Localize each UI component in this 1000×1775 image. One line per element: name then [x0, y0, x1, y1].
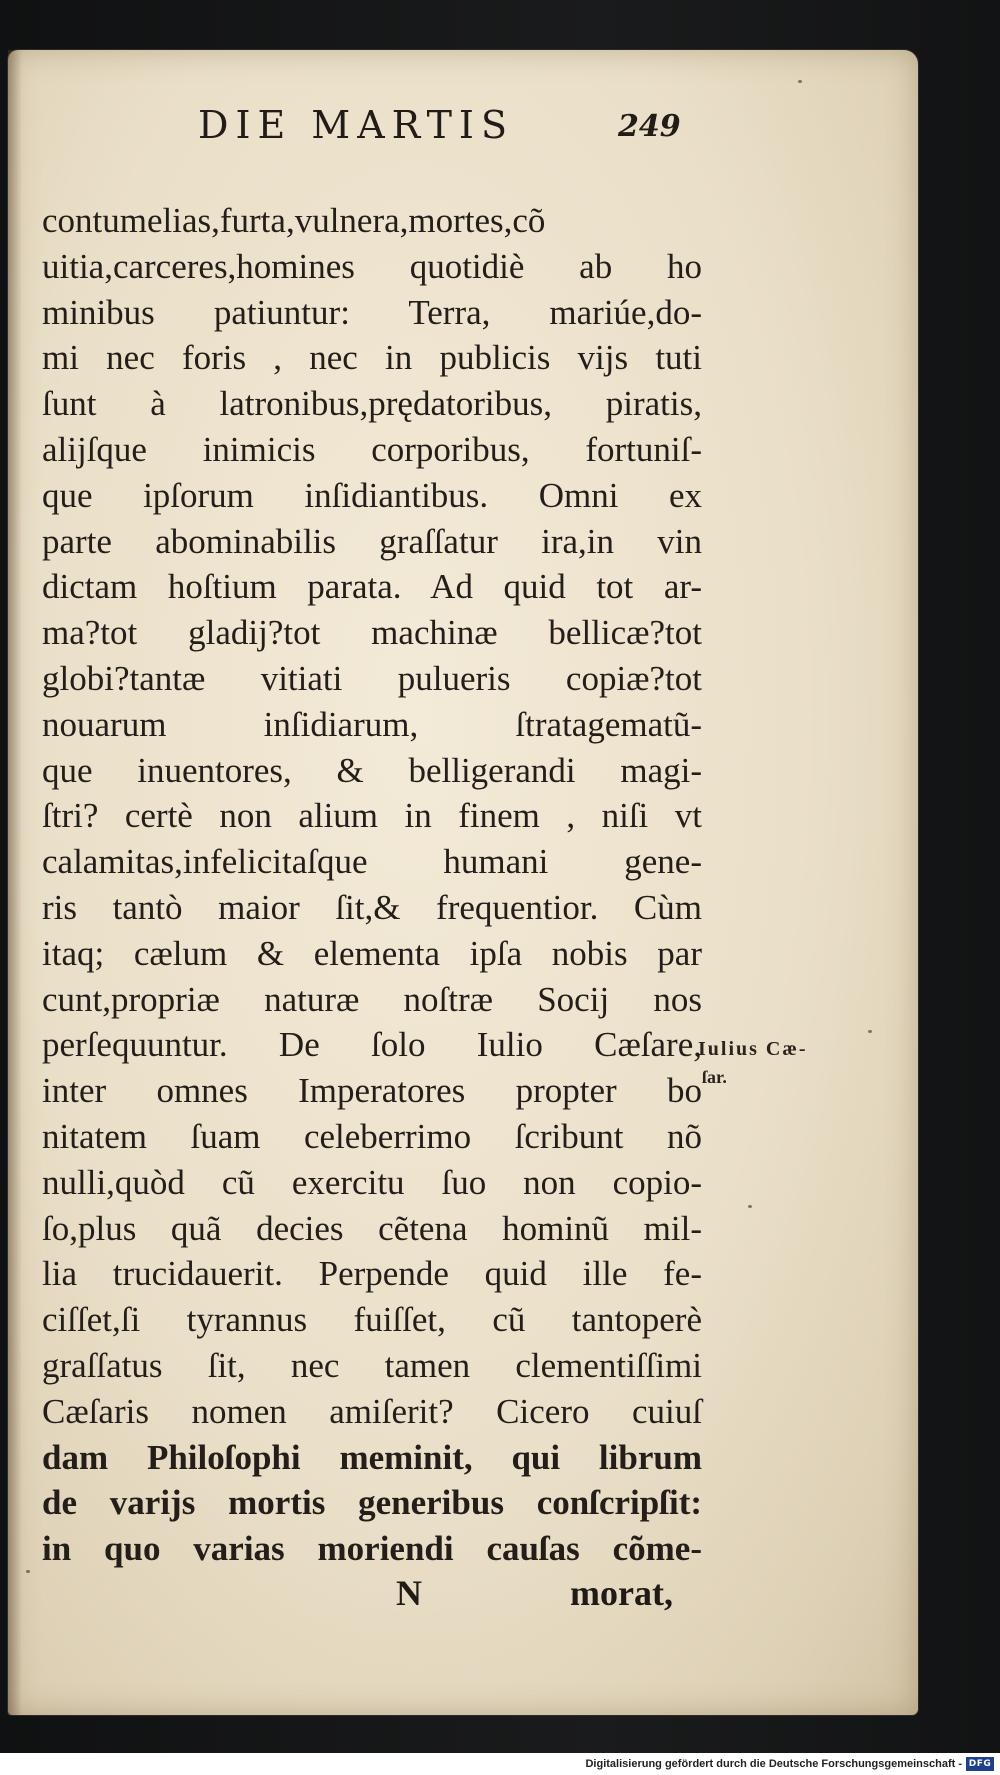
- text-line: nouarum inſidiarum, ſtratagematũ-: [42, 704, 702, 744]
- text-line: ma?tot gladij?tot machinæ bellicæ?tot: [42, 613, 702, 653]
- text-line: perſequuntur. De ſolo Iulio Cæſare,: [42, 1025, 702, 1065]
- text-line: ris tantò maior ſit,& frequentior. Cùm: [42, 887, 702, 927]
- text-line: de varijs mortis generibus conſcripſit:: [42, 1483, 702, 1523]
- signature-mark: N: [396, 1573, 422, 1613]
- running-title: DIE MARTIS: [198, 103, 514, 147]
- paper-speck: [798, 80, 802, 83]
- text-line: minibus patiuntur: Terra, mariúe,do-: [42, 292, 702, 332]
- marginal-note-line: Iulius Cæ-: [698, 1038, 808, 1060]
- text-line: in quo varias moriendi cauſas cõme-: [42, 1529, 702, 1569]
- text-line: calamitas,infelicitaſque humani gene-: [42, 842, 702, 882]
- text-line: alijſque inimicis corporibus, fortuniſ-: [42, 429, 702, 469]
- marginal-note-line: ſar.: [702, 1067, 727, 1087]
- text-line: itaq; cælum & elementa ipſa nobis par: [42, 933, 702, 973]
- text-line: uitia,carceres,homines quotidiè ab ho: [42, 246, 702, 286]
- text-line: lia trucidauerit. Perpende quid ille fe-: [42, 1254, 702, 1294]
- paper-speck: [868, 1030, 872, 1033]
- text-line: globi?tantæ vitiati pulueris copiæ?tot: [42, 658, 702, 698]
- text-line: ſtri? certè non alium in finem , niſi vt: [42, 796, 702, 836]
- text-line: cunt,propriæ naturæ noſtræ Socij nos: [42, 979, 702, 1019]
- text-line: que inuentores, & belligerandi magi-: [42, 750, 702, 790]
- catchword: morat,: [570, 1573, 673, 1613]
- text-line: ſo,plus quã decies cẽtena hominũ mil-: [42, 1208, 702, 1248]
- text-line: contumelias,furta,vulnera,mortes,cõ: [42, 201, 546, 240]
- text-line: parte abominabilis graſſatur ira,in vin: [42, 521, 702, 561]
- book-page: [8, 50, 918, 1715]
- marginal-note: [698, 1035, 858, 1091]
- text-line: mi nec foris , nec in publicis vijs tuti: [42, 338, 702, 378]
- text-line: Cæſaris nomen amiſerit? Cicero cuiuſ: [42, 1391, 702, 1431]
- page-number: 249: [618, 109, 681, 144]
- text-line: dam Philoſophi meminit, qui librum: [42, 1437, 702, 1477]
- text-line: graſſatus ſit, nec tamen clementiſſimi: [42, 1345, 702, 1385]
- main-text: [42, 198, 702, 1572]
- paper-speck: [748, 1205, 752, 1208]
- text-line: dictam hoſtium parata. Ad quid tot ar-: [42, 567, 702, 607]
- running-head: [198, 100, 698, 150]
- text-line: nitatem ſuam celeberrimo ſcribunt nõ: [42, 1116, 702, 1156]
- text-line: nulli,quòd cũ exercitu ſuo non copio-: [42, 1162, 702, 1202]
- text-line: inter omnes Imperatores propter bo: [42, 1071, 702, 1111]
- dfg-logo-icon: DFG: [966, 1757, 994, 1771]
- text-line: ciſſet,ſi tyrannus fuiſſet, cũ tantoperè: [42, 1300, 702, 1340]
- paper-speck: [26, 1570, 30, 1573]
- text-line: que ipſorum inſidiantibus. Omni ex: [42, 475, 702, 515]
- text-line: ſunt à latronibus,prędatoribus, piratis,: [42, 384, 702, 424]
- funding-credit: Digitalisierung gefördert durch die Deutsche Forschungsgemeinschaft -: [585, 1758, 962, 1770]
- footer-bar: [0, 1753, 1000, 1775]
